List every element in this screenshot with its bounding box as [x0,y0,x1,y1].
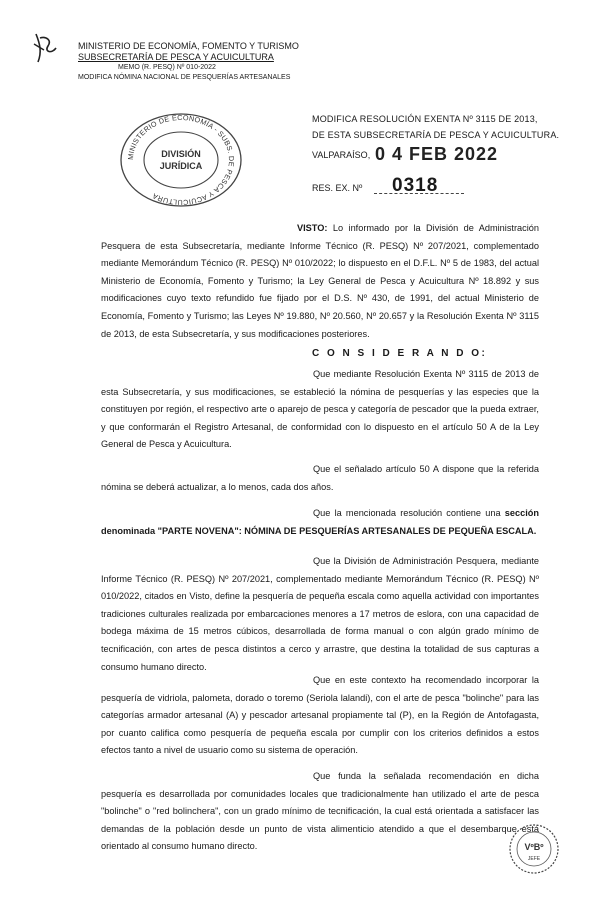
visto-paragraph [101,220,539,343]
letterhead [78,41,299,83]
paragraph-text: sección denominada "PARTE NOVENA": NÓMINA DE PESQUERÍAS ARTESANALES DE PEQUEÑA ESCALA. [101,508,539,536]
considerando-paragraph-4 [101,553,539,676]
considerando-paragraph-1 [101,366,539,454]
header-subject: MODIFICA NÓMINA NACIONAL DE PESQUERÍAS ARTESANALES [78,74,291,81]
paragraph-text: referida nómina se deberá actualizar, a lo menos, cada dos años. [101,464,539,492]
paragraph-lead: Que funda la señalada recomendación en dicha [313,771,539,781]
handwritten-mark-icon [30,30,60,66]
considerando-paragraph-3 [101,505,539,540]
seal-center-line2: JURÍDICA [159,161,203,171]
resolution-subject [312,111,559,143]
resolution-number-underline [374,193,464,194]
subject-line-2: DE ESTA SUBSECRETARÍA DE PESCA Y ACUICULTURA. [312,130,560,140]
subject-line-1: MODIFICA RESOLUCIÓN EXENTA Nº 3115 DE 2013, [312,114,538,124]
considerando-title: C O N S I D E R A N D O: [312,348,488,359]
svg-text:MINISTERIO DE ECONOMÍA - SUBS. [126,113,236,207]
resolution-number: 0318 [392,175,439,196]
paragraph-text: la pesquería de vidriola, palometa, dorado o toremo (Seriola lalandi), con el arte de pesca "bolinche" para las categorías armador artesanal (A) y pescador artesanal propiamente tal (P), en la Región de Antofagasta, por cuanto califica como pesquería de pequeña escala por cumplir con los criterios definidos a estos efectos tanto a nivel de usuario como su sistema de operación. [101,675,539,756]
stamp-sub: JEFE [527,856,541,862]
place-label: VALPARAÍSO, [312,150,371,160]
visto-text: Lo informado por la División de Administración Pesquera de esta Subsecretaría, mediante Informe Técnico (R. PESQ) Nº 207/2021, complementado mediante Memorándum Técnico (R. PESQ) Nº 010/2022; lo dispuesto en el D.F.L. Nº 5 de 1983, del actual Ministerio de Economía, Fomento y Turismo; la Ley General de Pesca y Acuicultura Nº 18.892 y sus modificaciones cuyo texto refundido fue fijado por el D.S. Nº 430, de 1991, del actual Ministerio de Economía, Fomento y Turismo; las Leyes Nº 19.880, Nº 20.560, Nº 20.657 y la Resolución Exenta Nº 3115 de 2013, de esta Subsecretaría, y sus modificaciones posteriores. [101,223,539,339]
paragraph-lead: Que en este contexto ha recomendado incorporar [313,675,528,685]
paragraph-text: mediante Informe Técnico (R. PESQ) Nº 207/2021, complementado mediante Memorándum Técnico (R. PESQ) Nº 010/2022, citados en Visto, define la pesquería de pequeña escala como aquella actividad con importantes tradiciones culturales realizada por embarcaciones menores a 17 metros de eslora, con una capacidad de bodega máxima de 15 metros cúbicos, desarrollada de forma manual o con algún grado mínimo de tecnificación, con artes de pesca distintos a cerco y arrastre, que destina la totalidad de sus capturas a consumo humano directo. [101,556,539,672]
date-stamp: 0 4 FEB 2022 [375,144,499,164]
subsecretaria-name: SUBSECRETARÍA DE PESCA Y ACUICULTURA [78,52,274,62]
ministry-name: MINISTERIO DE ECONOMÍA, FOMENTO Y TURISMO [78,41,299,51]
paragraph-lead: Que la División de Administración Pesquera, [313,556,498,566]
considerando-paragraph-2 [101,461,539,496]
paragraph-lead: Que la mencionada resolución contiene una [313,508,501,518]
visto-label: VISTO: [297,223,328,233]
paragraph-text: pesquería es desarrollada por comunidades locales que tradicionalmente han utilizado el arte de pesca "bolinche" o "red bolinchera", con un grado mínimo de tecnificación, la cual está orientada a satisfacer las demandas de la población desde un punto de vista alimenticio atendido a que el desembarque está orientado al consumo humano directo. [101,788,539,852]
paragraph-lead: Que mediante Resolución Exenta Nº 3115 de 2013 [313,369,526,379]
seal-ring-text: MINISTERIO DE ECONOMÍA - SUBS. DE PESCA Y ACUICULTURA [125,112,237,208]
memo-reference: MEMO (R. PESQ) Nº 010-2022 [118,64,216,71]
division-juridica-seal-icon [118,112,244,208]
considerando-paragraph-6 [101,768,539,856]
approval-stamp-icon [508,822,560,876]
considerando-paragraph-5 [101,672,539,760]
stamp-text: VºBº [524,842,544,852]
seal-center-line1: DIVISIÓN [161,149,201,159]
paragraph-text: de esta Subsecretaría, y sus modificaciones, se estableció la nómina de pesquerías y las especies que la constituyen por región, el respectivo arte o aparejo de pesca y categoría de pescador que la pueda extraer, y que conformarán el Registro Artesanal, de conformidad con lo dispuesto en el artículo 50 A de la Ley General de Pesca y Acuicultura. [101,369,539,450]
resolution-number-label: RES. EX. Nº [312,183,363,193]
paragraph-lead: Que el señalado artículo 50 A dispone que la [313,464,505,474]
